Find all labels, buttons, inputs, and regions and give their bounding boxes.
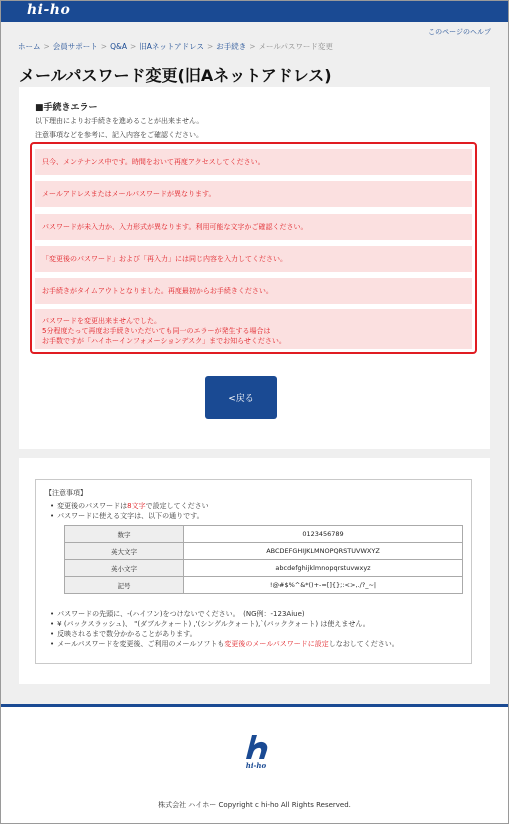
bullet: •	[50, 512, 55, 520]
note-propagation-delay-text: 反映されるまで数分かかることがあります。	[57, 630, 197, 638]
note-allowed-characters	[50, 511, 204, 521]
bullet: •	[50, 620, 55, 628]
table-label-digits: 数字	[65, 526, 184, 543]
note-update-mail-client-emphasis: 変更後のメールパスワードに設定	[224, 640, 329, 648]
error-message-password-format: パスワードが未入力か、入力形式が異なります。利用可能な文字かご確認ください。	[35, 214, 472, 240]
note-update-mail-client	[50, 639, 399, 649]
note-allowed-characters-text: パスワードに使える文字は、以下の通りです。	[57, 512, 204, 520]
error-message-credentials: メールアドレスまたはメールパスワードが異なります。	[35, 181, 472, 207]
table-value-uppercase: ABCDEFGHIJKLMNOPQRSTUVWXYZ	[184, 543, 463, 560]
table-value-symbols: !@#$%^&*()+-=[]{};:<>,./?_~|	[184, 577, 463, 594]
help-link[interactable]: このページのヘルプ	[428, 28, 491, 36]
error-change-failed-line-1: パスワードを変更出来ませんでした。	[42, 317, 161, 325]
note-propagation-delay	[50, 629, 197, 639]
note-no-leading-hyphen	[50, 609, 305, 619]
table-value-digits: 0123456789	[184, 526, 463, 543]
breadcrumb-member-support[interactable]: 会員サポート	[52, 42, 98, 51]
hi-ho-logo-icon[interactable]	[238, 731, 272, 765]
bullet: •	[50, 610, 55, 618]
breadcrumb-old-a-net[interactable]: 旧Aネットアドレス	[139, 42, 204, 51]
bullet: •	[50, 640, 55, 648]
table-label-uppercase: 英大文字	[65, 543, 184, 560]
error-message-maintenance: 只今、メンテナンス中です。時間をおいて再度アクセスしてください。	[35, 149, 472, 175]
note-password-length	[50, 501, 209, 511]
footer-logo-text: hi-ho	[245, 761, 267, 770]
table-row	[65, 577, 463, 594]
note-update-mail-client-post: しなおしてください。	[328, 640, 399, 648]
note-password-length-post: で設定してください	[145, 502, 209, 510]
error-section-heading: ■手続きエラー	[35, 103, 98, 113]
breadcrumb	[18, 41, 333, 52]
breadcrumb-separator: >	[100, 42, 108, 51]
notes-box	[35, 479, 472, 664]
header-bar	[1, 1, 508, 22]
breadcrumb-procedure[interactable]: お手続き	[216, 42, 247, 51]
notes-card	[19, 458, 490, 684]
breadcrumb-home[interactable]: ホーム	[18, 42, 41, 51]
footer	[1, 707, 508, 823]
error-intro-line-1: 以下理由によりお手続きを進めることが出来ません。	[35, 117, 204, 125]
table-row	[65, 560, 463, 577]
table-row	[65, 526, 463, 543]
breadcrumb-current: メールパスワード変更	[258, 42, 333, 51]
error-message-timeout: お手続きがタイムアウトとなりました。再度最初からお手続きください。	[35, 278, 472, 304]
table-label-lowercase: 英小文字	[65, 560, 184, 577]
bullet: •	[50, 630, 55, 638]
error-message-change-failed	[35, 309, 472, 349]
table-label-symbols: 記号	[65, 577, 184, 594]
breadcrumb-separator: >	[129, 42, 137, 51]
note-update-mail-client-pre: メールパスワードを変更後、ご利用のメールソフトも	[57, 640, 225, 648]
error-list-box	[30, 142, 477, 354]
copyright: 株式会社 ハイホー Copyright c hi-ho All Rights Reserved.	[158, 801, 351, 809]
breadcrumb-separator: >	[249, 42, 256, 51]
bullet: •	[50, 502, 55, 510]
table-row	[65, 543, 463, 560]
note-password-length-pre: 変更後のパスワードは	[57, 502, 128, 510]
notes-heading: 【注意事項】	[45, 489, 87, 497]
note-no-leading-hyphen-text: パスワードの先頭に、-(ハイフン)をつけないでください。 (NG例：-123Aiue)	[57, 610, 305, 618]
error-intro-line-2: 注意事項などを参考に、記入内容をご確認ください。	[35, 131, 203, 139]
page-title: メールパスワード変更(旧Aネットアドレス)	[19, 66, 332, 85]
breadcrumb-qa[interactable]: Q&A	[110, 42, 127, 51]
note-forbidden-characters-text: ¥ (バックスラッシュ)、 "(ダブルクォート) ,'(シングルクォート),`(バッククォート) は使えません。	[57, 620, 370, 628]
note-forbidden-characters	[50, 619, 370, 629]
breadcrumb-separator: >	[43, 42, 50, 51]
note-password-length-emphasis: 8文字	[127, 502, 146, 510]
error-change-failed-line-2: 5分程度たって再度お手続きいただいても同一のエラーが発生する場合は	[42, 327, 271, 335]
error-change-failed-line-3: お手数ですが「ハイホーインフォメーションデスク」までお知らせください。	[42, 337, 286, 345]
error-message-password-mismatch: 「変更後のパスワード」および「再入力」には同じ内容を入力してください。	[35, 246, 472, 272]
table-value-lowercase: abcdefghijklmnopqrstuvwxyz	[184, 560, 463, 577]
breadcrumb-separator: >	[206, 42, 214, 51]
error-card	[19, 87, 490, 449]
hi-ho-logo[interactable]: hi-ho	[27, 2, 71, 18]
back-button[interactable]: <戻る	[205, 376, 277, 419]
allowed-characters-table	[64, 525, 463, 594]
